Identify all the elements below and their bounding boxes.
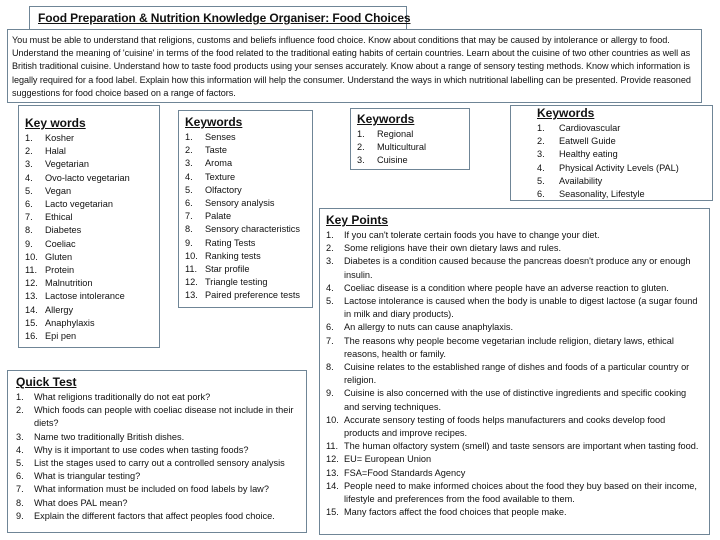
list-item-number: 6.	[326, 322, 334, 333]
list-item-number: 11.	[185, 264, 198, 275]
list-item-number: 1.	[326, 230, 334, 240]
list-item-text: Lactose intolerance	[45, 291, 125, 302]
list-item-text: Many factors affect the food choices that people make.	[344, 507, 567, 518]
list-item-number: 3.	[357, 155, 365, 166]
list-item-text: Gluten	[45, 251, 73, 262]
list-item-number: 12.	[326, 454, 339, 465]
list-item	[185, 276, 306, 289]
list-item-text: Healthy eating	[559, 149, 618, 160]
list-item	[185, 289, 306, 302]
list-item-text: Some religions have their own dietary laws and rules.	[344, 243, 562, 254]
list-item	[16, 470, 300, 483]
list-item	[326, 229, 703, 242]
list-item	[16, 431, 300, 444]
keywords-heading: Keywords	[357, 112, 415, 126]
list-item	[326, 480, 703, 506]
list-item-number: 8.	[16, 497, 24, 508]
list-item-number: 10.	[25, 251, 38, 262]
list-item-number: 4.	[25, 172, 33, 183]
list-item-number: 1.	[357, 129, 365, 139]
list-item	[326, 414, 703, 440]
list-item-number: 1.	[16, 392, 24, 402]
list-item-number: 13.	[185, 290, 198, 301]
list-item	[25, 224, 153, 237]
list-item	[25, 277, 153, 290]
list-item-text: Texture	[205, 171, 236, 182]
list-item-text: Seasonality, Lifestyle	[559, 189, 645, 200]
list-item	[537, 162, 706, 175]
list-item-text: What religions traditionally do not eat pork?	[34, 392, 211, 402]
list-item	[185, 237, 306, 250]
list-item-text: Olfactory	[205, 184, 242, 195]
list-item-number: 2.	[357, 142, 365, 153]
list-item-number: 6.	[537, 189, 545, 200]
list-item-number: 12.	[25, 278, 38, 289]
list-item-text: Diabetes	[45, 225, 82, 236]
quick-test-list	[16, 391, 300, 523]
list-item-text: What is triangular testing?	[34, 471, 141, 482]
list-item-number: 13.	[25, 291, 38, 302]
list-item-text: Rating Tests	[205, 237, 256, 248]
list-item-text: What does PAL mean?	[34, 497, 128, 508]
list-item-number: 3.	[326, 256, 334, 267]
list-item-number: 4.	[326, 282, 334, 293]
list-item-number: 2.	[326, 243, 334, 254]
list-item-text: Star profile	[205, 264, 250, 275]
list-item	[326, 295, 703, 321]
list-item	[185, 184, 306, 197]
list-item	[357, 128, 463, 141]
list-item-number: 7.	[25, 212, 33, 223]
list-item-text: Eatwell Guide	[559, 136, 616, 147]
list-item-text: Cuisine is also concerned with the use of distinctive ingredients and specific cooking and serving techniques.	[344, 388, 687, 412]
list-item	[326, 361, 703, 387]
list-item-number: 8.	[25, 225, 33, 236]
list-item-text: Explain the different factors that affect peoples food choice.	[34, 510, 275, 521]
list-item	[185, 250, 306, 263]
list-item	[326, 282, 703, 295]
list-item-number: 2.	[16, 405, 24, 416]
list-item-number: 3.	[25, 159, 33, 170]
keywords-list	[537, 122, 706, 201]
list-item	[537, 188, 706, 201]
intro-box	[7, 29, 702, 103]
list-item-number: 11.	[25, 265, 38, 276]
list-item	[537, 135, 706, 148]
list-item-number: 5.	[326, 296, 334, 307]
list-item-number: 5.	[537, 175, 545, 186]
list-item-text: If you can't tolerate certain foods you have to change your diet.	[344, 230, 600, 240]
list-item-number: 1.	[537, 123, 545, 133]
list-item-number: 13.	[326, 467, 339, 478]
list-item	[16, 483, 300, 496]
list-item-text: Palate	[205, 211, 232, 222]
list-item	[537, 148, 706, 161]
list-item-text: Triangle testing	[205, 277, 268, 288]
list-item	[326, 242, 703, 255]
list-item	[537, 175, 706, 188]
list-item-text: Name two traditionally British dishes.	[34, 431, 185, 442]
list-item-number: 9.	[25, 238, 33, 249]
list-item-text: Lacto vegetarian	[45, 199, 113, 210]
list-item-number: 4.	[16, 444, 24, 455]
keywords-heading: Keywords	[185, 115, 243, 129]
list-item-text: Cuisine	[377, 155, 408, 166]
list-item-text: What information must be included on food labels by law?	[34, 484, 269, 495]
list-item-text: List the stages used to carry out a controlled sensory analysis	[34, 458, 285, 469]
list-item	[185, 263, 306, 276]
keywords-box-health	[510, 105, 713, 201]
list-item-text: Malnutrition	[45, 278, 93, 289]
list-item-text: Lactose intolerance is caused when the body is unable to digest lactose (a sugar found in milk and diary products).	[344, 296, 698, 320]
list-item-text: Vegetarian	[45, 159, 89, 170]
list-item	[185, 197, 306, 210]
list-item-text: The human olfactory system (smell) and taste sensors are important when tasting food.	[344, 441, 699, 452]
list-item-text: Sensory characteristics	[205, 224, 300, 235]
list-item-number: 6.	[16, 471, 24, 482]
list-item-number: 16.	[25, 331, 38, 342]
list-item-number: 2.	[25, 146, 33, 157]
list-item	[16, 497, 300, 510]
list-item	[185, 144, 306, 157]
title-box	[29, 6, 411, 30]
list-item-text: Ranking tests	[205, 250, 261, 261]
list-item	[185, 210, 306, 223]
list-item-text: Cardiovascular	[559, 123, 621, 133]
keywords-list	[357, 128, 463, 168]
list-item	[25, 251, 153, 264]
list-item	[326, 321, 703, 334]
list-item	[357, 154, 463, 167]
list-item-text: Sensory analysis	[205, 198, 275, 209]
list-item-number: 12.	[185, 277, 198, 288]
list-item-text: Cuisine relates to the established range of dishes and foods of a particular country or religion.	[344, 362, 690, 386]
list-item-number: 9.	[185, 237, 193, 248]
list-item	[326, 506, 703, 519]
list-item-text: Senses	[205, 132, 236, 142]
list-item	[537, 122, 706, 135]
list-item-number: 14.	[25, 304, 38, 315]
list-item-text: Coeliac	[45, 238, 76, 249]
quick-test-box	[7, 370, 307, 533]
list-item-number: 6.	[185, 198, 193, 209]
list-item	[16, 510, 300, 523]
list-item	[16, 444, 300, 457]
list-item-text: Aroma	[205, 158, 233, 169]
list-item-text: FSA=Food Standards Agency	[344, 467, 466, 478]
list-item	[16, 457, 300, 470]
list-item	[326, 335, 703, 361]
list-item	[25, 330, 153, 343]
key-points-list	[326, 229, 703, 519]
list-item-number: 9.	[326, 388, 334, 399]
list-item	[25, 290, 153, 303]
keywords-list	[185, 131, 306, 303]
list-item-number: 15.	[25, 317, 38, 328]
list-item-number: 6.	[25, 199, 33, 210]
list-item-text: Epi pen	[45, 331, 77, 342]
list-item	[326, 440, 703, 453]
list-item-text: Halal	[45, 146, 66, 157]
list-item-number: 7.	[326, 335, 334, 346]
list-item	[25, 304, 153, 317]
keywords-box-cuisine	[350, 108, 470, 170]
list-item	[326, 387, 703, 413]
list-item-text: Diabetes is a condition caused because the pancreas doesn't produce any or enough insulin.	[344, 256, 691, 280]
list-item	[25, 238, 153, 251]
list-item-text: The reasons why people become vegetarian include religion, dietary laws, ethical reasons, health or family.	[344, 335, 674, 359]
keywords-list	[25, 132, 153, 343]
list-item-text: Paired preference tests	[205, 290, 300, 301]
list-item-text: Why is it important to use codes when tasting foods?	[34, 444, 249, 455]
list-item	[185, 157, 306, 170]
list-item-number: 3.	[185, 158, 193, 169]
list-item	[185, 223, 306, 236]
list-item-number: 2.	[185, 145, 193, 156]
keywords-box-religion-diet	[18, 105, 160, 348]
list-item-number: 7.	[185, 211, 193, 222]
list-item-number: 15.	[326, 507, 339, 518]
list-item	[25, 264, 153, 277]
list-item	[25, 211, 153, 224]
list-item	[25, 132, 153, 145]
keywords-heading: Key words	[25, 116, 86, 130]
list-item-text: Ovo-lacto vegetarian	[45, 172, 130, 183]
list-item-number: 1.	[185, 132, 193, 142]
list-item	[357, 141, 463, 154]
list-item-number: 9.	[16, 510, 24, 521]
list-item-number: 3.	[537, 149, 545, 160]
list-item-number: 5.	[25, 185, 33, 196]
list-item	[25, 145, 153, 158]
list-item-number: 4.	[537, 162, 545, 173]
list-item-text: Allergy	[45, 304, 74, 315]
quick-test-heading: Quick Test	[16, 375, 77, 389]
list-item-text: Ethical	[45, 212, 73, 223]
list-item	[16, 404, 300, 430]
list-item	[25, 158, 153, 171]
intro-text: You must be able to understand that religions, customs and beliefs influence food choice. Know about conditions that may be caused by intolerance or allergy to food. Understand the meaning of 'cuisine' in terms of the food related to the traditional eating habits of certain countries. Learn about the cuisine of two other countries as well as British traditional cuisine. Understand how to taste food products using your senses accurately. Know about a range of sensory testing methods. Know which information is legally required for a food label. Explain how this information will help the consumer. Understand the ways in which nutritional labelling can be presented. Provide reasoned suggestions for food choice based on a range of factors.	[12, 35, 691, 98]
list-item-text: Coeliac disease is a condition where people have an adverse reaction to gluten.	[344, 282, 669, 293]
list-item	[25, 198, 153, 211]
list-item	[25, 172, 153, 185]
list-item-text: Availability	[559, 175, 603, 186]
list-item-number: 10.	[185, 250, 198, 261]
list-item-number: 8.	[185, 224, 193, 235]
list-item	[16, 391, 300, 404]
list-item	[326, 453, 703, 466]
page-title: Food Preparation & Nutrition Knowledge Organiser: Food Choices	[38, 11, 411, 25]
list-item-text: An allergy to nuts can cause anaphylaxis.	[344, 322, 514, 333]
list-item	[25, 185, 153, 198]
list-item-number: 7.	[16, 484, 24, 495]
list-item-text: Kosher	[45, 133, 75, 143]
list-item-text: Accurate sensory testing of foods helps manufacturers and cooks develop food products and improve recipes.	[344, 414, 666, 439]
list-item-text: Taste	[205, 145, 227, 156]
list-item	[326, 467, 703, 480]
list-item-number: 14.	[326, 480, 339, 491]
list-item-text: EU= European Union	[344, 454, 432, 465]
key-points-box	[319, 208, 710, 535]
list-item-number: 5.	[185, 184, 193, 195]
list-item-text: Physical Activity Levels (PAL)	[559, 162, 679, 173]
list-item-text: Regional	[377, 129, 414, 139]
list-item-number: 2.	[537, 136, 545, 147]
list-item-text: Vegan	[45, 185, 72, 196]
list-item	[25, 317, 153, 330]
list-item-text: Anaphylaxis	[45, 317, 95, 328]
keywords-box-sensory	[178, 110, 313, 308]
list-item-number: 4.	[185, 171, 193, 182]
list-item-number: 3.	[16, 431, 24, 442]
list-item-number: 11.	[326, 441, 339, 452]
list-item	[185, 171, 306, 184]
list-item	[326, 255, 703, 281]
list-item-number: 1.	[25, 133, 33, 143]
list-item-number: 10.	[326, 414, 339, 425]
keywords-heading: Keywords	[537, 106, 595, 120]
list-item-text: Multicultural	[377, 142, 427, 153]
list-item-text: Which foods can people with coeliac disease not include in their diets?	[34, 405, 294, 429]
list-item-number: 8.	[326, 362, 334, 373]
list-item	[185, 131, 306, 144]
list-item-number: 5.	[16, 458, 24, 469]
list-item-text: People need to make informed choices about the food they buy based on their income, lifestyle and preferences from the food available to them.	[344, 480, 697, 505]
list-item-text: Protein	[45, 265, 75, 276]
key-points-heading: Key Points	[326, 213, 389, 227]
